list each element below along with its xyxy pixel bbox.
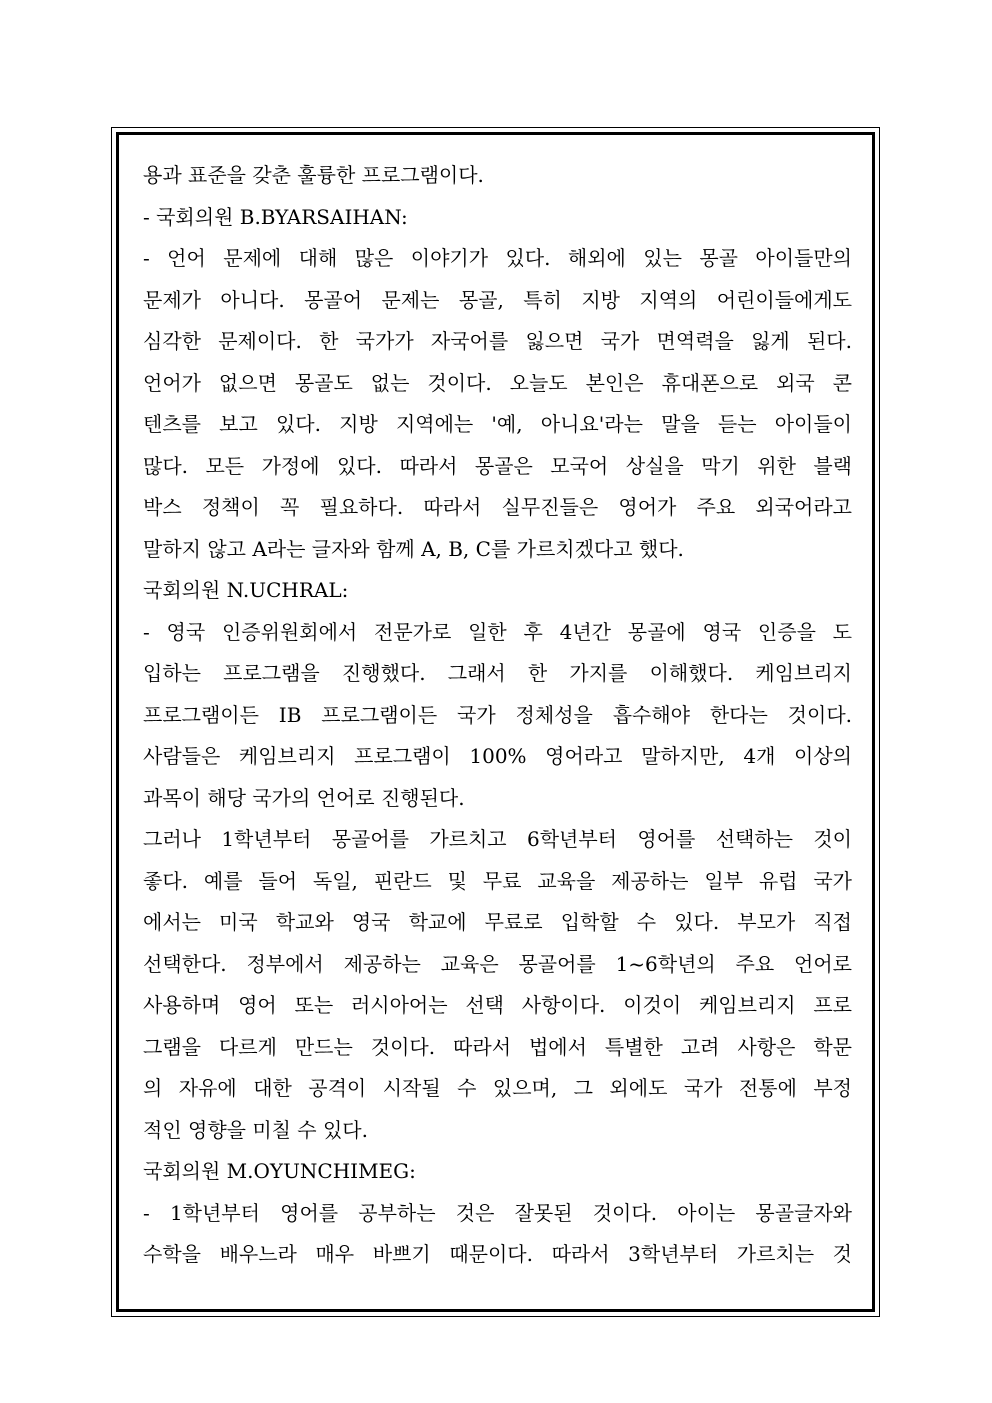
text-line: 말하지 않고 A라는 글자와 함께 A, B, C를 가르치겠다고 했다. (143, 536, 684, 561)
text-line: 과목이 해당 국가의 언어로 진행된다. (143, 785, 465, 810)
text-line: 많다. 모든 가정에 있다. 따라서 몽골은 모국어 상실을 막기 위한 블랙 (143, 453, 852, 478)
text-line: 박스 정책이 꼭 필요하다. 따라서 실무진들은 영어가 주요 외국어라고 (143, 495, 852, 519)
text-line: 사용하며 영어 또는 러시아어는 선택 사항이다. 이것이 케임브리지 프로 (143, 993, 852, 1017)
text-line: 텐츠를 보고 있다. 지방 지역에는 '예, 아니요'라는 말을 듣는 아이들이 (143, 412, 852, 436)
text-line: 수학을 배우느라 매우 바쁘기 때문이다. 따라서 3학년부터 가르치는 것 (143, 1242, 852, 1266)
text-line: 적인 영향을 미칠 수 있다. (143, 1117, 368, 1142)
text-line: - 영국 인증위원회에서 전문가로 일한 후 4년간 몽골에 영국 인증을 도 (143, 619, 852, 644)
text-line: 좋다. 예를 들어 독일, 핀란드 및 무료 교육을 제공하는 일부 유럽 국가 (143, 868, 852, 893)
text-line: - 언어 문제에 대해 많은 이야기가 있다. 해외에 있는 몽골 아이들만의 (143, 246, 852, 270)
text-line: 국회의원 N.UCHRAL: (143, 578, 349, 602)
text-line: 선택한다. 정부에서 제공하는 교육은 몽골어를 1~6학년의 주요 언어로 (143, 951, 852, 976)
text-line: 언어가 없으면 몽골도 없는 것이다. 오늘도 본인은 휴대폰으로 외국 콘 (143, 370, 852, 395)
text-line: 사람들은 케임브리지 프로그램이 100% 영어라고 말하지만, 4개 이상의 (143, 744, 852, 768)
text-line: 심각한 문제이다. 한 국가가 자국어를 잃으면 국가 면역력을 잃게 된다. (143, 329, 852, 353)
document-body (143, 155, 852, 1276)
text-line: 에서는 미국 학교와 영국 학교에 무료로 입학할 수 있다. 부모가 직접 (143, 910, 852, 934)
text-line: 국회의원 M.OYUNCHIMEG: (143, 1159, 416, 1183)
text-line: 그램을 다르게 만드는 것이다. 따라서 법에서 특별한 고려 사항은 학문 (143, 1034, 852, 1059)
text-line: 문제가 아니다. 몽골어 문제는 몽골, 특히 지방 지역의 어린이들에게도 (143, 287, 852, 312)
text-line: 입하는 프로그램을 진행했다. 그래서 한 가지를 이해했다. 케임브리지 (143, 661, 852, 685)
text-line: 용과 표준을 갖춘 훌륭한 프로그램이다. (143, 163, 484, 187)
text-line: 그러나 1학년부터 몽골어를 가르치고 6학년부터 영어를 선택하는 것이 (143, 827, 852, 851)
text-line: 의 자유에 대한 공격이 시작될 수 있으며, 그 외에도 국가 전통에 부정 (143, 1076, 852, 1100)
text-line: - 1학년부터 영어를 공부하는 것은 잘못된 것이다. 아이는 몽골글자와 (143, 1200, 852, 1225)
text-line: 프로그램이든 IB 프로그램이든 국가 정체성을 흡수해야 한다는 것이다. (143, 702, 852, 727)
text-line: - 국회의원 B.BYARSAIHAN: (143, 204, 408, 229)
